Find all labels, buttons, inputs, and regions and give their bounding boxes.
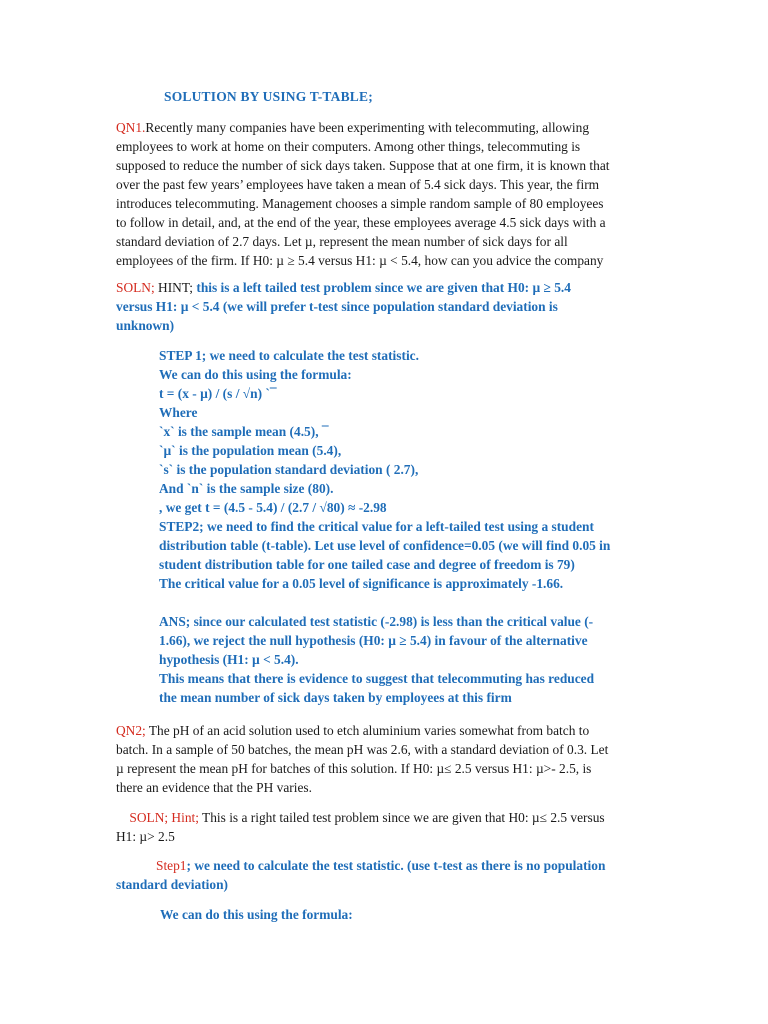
question-1-line: employees of the firm. If H0: µ ≥ 5.4 versus H1: µ < 5.4, how can you advice the company [116,253,604,268]
question-2-line: µ represent the mean pH for batches of this solution. If H0: µ≤ 2.5 versus H1: µ>- 2.5, is [116,761,592,776]
solution-1 [116,278,636,335]
step-1-line: ; we need to calculate the test statistic. (use t-test as there is no population [186,858,606,873]
step-line: `x` is the sample mean (4.5), ¯ [159,424,329,439]
formula-intro: We can do this using the formula: [160,907,353,922]
solution-2 [116,808,656,846]
question-1-line: introduces telecommuting. Management chooses a simple random sample of 80 employees [116,196,604,211]
step-line: STEP2; we need to find the critical value for a left-tailed test using a student [159,519,594,534]
step-line: Where [159,405,198,420]
answer-line: hypothesis (H1: µ < 5.4). [159,652,299,667]
solution-2-label: SOLN; Hint; [129,810,199,825]
question-1-label: QN1. [116,120,146,135]
step-line: And `n` is the sample size (80). [159,481,334,496]
step-line: , we get t = (4.5 - 5.4) / (2.7 / √80) ≈ -2.98 [159,500,387,515]
question-1-line: employees to work at home on their computers. Among other things, telecommuting is [116,139,581,154]
solution-1-line: unknown) [116,318,175,333]
answer-line: the mean number of sick days taken by employees at this firm [159,690,512,705]
step-line: `µ` is the population mean (5.4), [159,443,342,458]
question-2 [116,721,656,797]
formula-line: t = (x - µ) / (s / √n) `¯ [159,386,277,401]
question-1 [116,118,656,270]
step-line: The critical value for a 0.05 level of significance is approximately -1.66. [159,576,564,591]
question-1-line: supposed to reduce the number of sick days taken. Suppose that at one firm, it is known that [116,158,610,173]
solution-1-label: SOLN; [116,280,155,295]
solution-2-line: This is a right tailed test problem since we are given that H0: µ≤ 2.5 versus [198,810,605,825]
solution-2-line: H1: µ> 2.5 [116,829,175,844]
solution-2-step-1 [116,856,656,894]
question-2-line: batch. In a sample of 50 batches, the mean pH was 2.6, with a standard deviation of 0.3. Let [116,742,609,757]
solution-1-line: this is a left tailed test problem since we are given that H0: µ ≥ 5.4 [196,280,571,295]
answer-line: ANS; since our calculated test statistic (-2.98) is less than the critical value (- [159,614,594,629]
step-1-label: Step1 [156,858,187,873]
step-line: student distribution table for one tailed case and degree of freedom is 79) [159,557,575,572]
question-2-line: The pH of an acid solution used to etch aluminium varies somewhat from batch to [145,723,590,738]
question-1-line: standard deviation of 2.7 days. Let µ, represent the mean number of sick days for all [116,234,568,249]
step-line: STEP 1; we need to calculate the test statistic. [159,348,419,363]
step-line: We can do this using the formula: [159,367,352,382]
answer-line: 1.66), we reject the null hypothesis (H0: µ ≥ 5.4) in favour of the alternative [159,633,588,648]
solution-1-line: versus H1: µ < 5.4 (we will prefer t-test since population standard deviation is [116,299,558,314]
step-1-line: standard deviation) [116,877,228,892]
page-title: SOLUTION BY USING T-TABLE; [164,89,373,104]
question-2-line: there an evidence that the PH varies. [116,780,312,795]
step-line: distribution table (t-table). Let use level of confidence=0.05 (we will find 0.05 in [159,538,611,553]
hint-label: HINT; [154,280,197,295]
question-2-label: QN2; [116,723,146,738]
solution-1-steps [159,346,659,707]
step-line: `s` is the population standard deviation ( 2.7), [159,462,419,477]
answer-line: This means that there is evidence to suggest that telecommuting has reduced [159,671,595,686]
question-1-line: to follow in detail, and, at the end of the year, these employees average 4.5 sick days with a [116,215,606,230]
question-1-line: over the past few years’ employees have taken a mean of 5.4 sick days. This year, the firm [116,177,600,192]
question-1-line: Recently many companies have been experimenting with telecommuting, allowing [145,120,590,135]
